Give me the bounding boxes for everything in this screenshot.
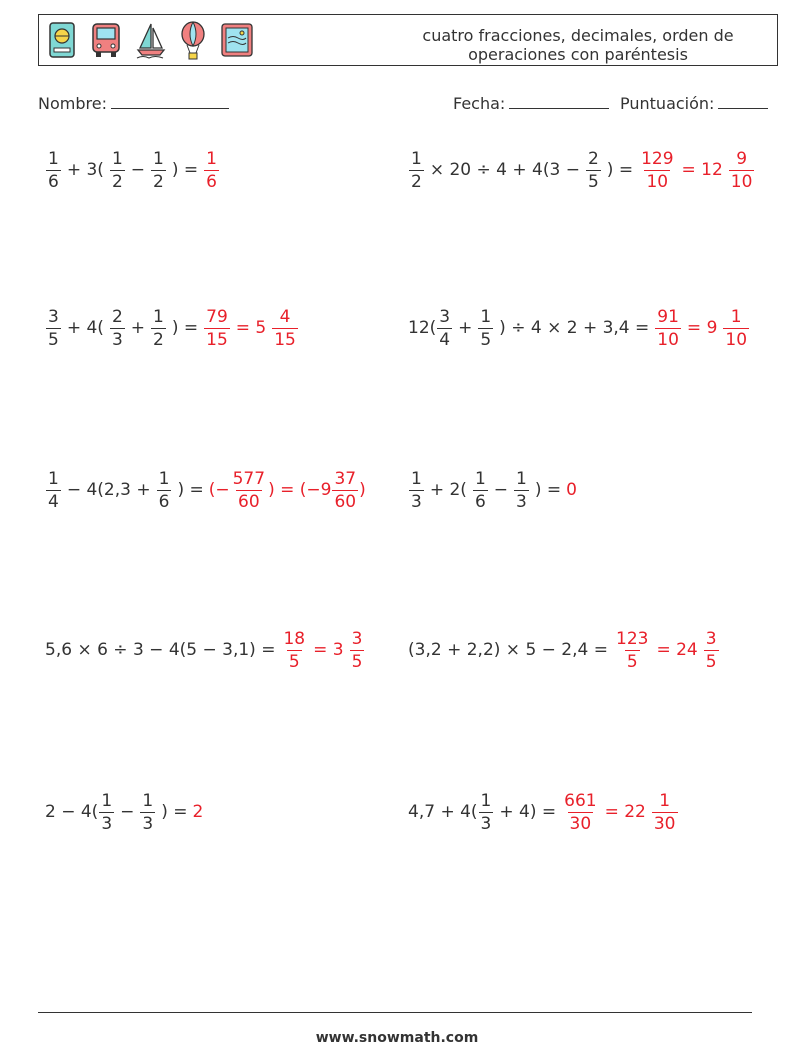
fraction: $\frac{1}{2}$: [411, 148, 422, 192]
fraction: $\frac{1}{5}$: [480, 306, 492, 350]
score-line[interactable]: [718, 94, 768, 109]
date-field[interactable]: [453, 94, 609, 113]
answer: $\frac{123}{5}$ = 24 $\frac{3}{5}$: [616, 628, 717, 672]
fraction: $\frac{3}{5}$: [48, 306, 59, 350]
fraction: $\frac{1}{3}$: [480, 790, 492, 834]
answer: $\frac{79}{15}$ = 5 $\frac{4}{15}$: [206, 306, 296, 350]
name-label: Nombre:: [38, 94, 107, 113]
fraction: $\frac{1}{3}$: [516, 468, 527, 512]
fraction: $\frac{1}{3}$: [101, 790, 113, 834]
bus-icon: [89, 20, 123, 60]
postcard-icon: [219, 20, 255, 60]
title-line-2: operaciones con paréntesis: [468, 45, 688, 64]
fraction: $\frac{2}{3}$: [111, 306, 123, 350]
fraction: $\frac{1}{2}$: [153, 148, 164, 192]
problem-2: $\frac{1}{2}$ × 20 ÷ 4 + 4(3 − $\frac{2}{5}$ ) = $\frac{129}{10}$ = 12 $\frac{9}{10}$: [408, 140, 755, 200]
fraction: $\frac{1}{3}$: [411, 468, 422, 512]
problem-4: 12( $\frac{3}{4}$ + $\frac{1}{5}$ ) ÷ 4 × 2 + 3,4 = $\frac{91}{10}$ = 9 $\frac{1}{10}$: [408, 298, 750, 358]
fraction: $\frac{1}{2}$: [153, 306, 164, 350]
name-line[interactable]: [111, 94, 229, 109]
problem-10: 4,7 + 4( $\frac{1}{3}$ + 4) = $\frac{661}{30}$ = 22 $\frac{1}{30}$: [408, 782, 679, 842]
fraction: $\frac{1}{4}$: [48, 468, 59, 512]
fraction: $\frac{1}{6}$: [158, 468, 170, 512]
fraction: $\frac{1}{3}$: [142, 790, 154, 834]
answer: $\frac{129}{10}$ = 12 $\frac{9}{10}$: [641, 148, 753, 192]
name-field[interactable]: [38, 94, 229, 113]
problem-9: 2 − 4( $\frac{1}{3}$ − $\frac{1}{3}$ ) = 2: [45, 790, 204, 834]
fraction: $\frac{1}{6}$: [474, 468, 486, 512]
header-box: [38, 14, 778, 66]
fraction: $\frac{3}{4}$: [439, 306, 451, 350]
date-line[interactable]: [509, 94, 609, 109]
date-label: Fecha:: [453, 94, 506, 113]
answer: 2: [192, 802, 204, 822]
footer-site[interactable]: www.snowmath.com: [315, 1030, 479, 1046]
answer: $\frac{91}{10}$ = 9 $\frac{1}{10}$: [657, 306, 748, 350]
problem-3: $\frac{3}{5}$ + 4( $\frac{2}{3}$ + $\frac{1}{2}$ ) = $\frac{79}{15}$ = 5 $\frac{4}{15}$: [45, 298, 299, 358]
problem-5: $\frac{1}{4}$ − 4(2,3 + $\frac{1}{6}$ ) = (− $\frac{577}{60}$ ) = (−9 $\frac{37}{60}$ ): [48, 468, 366, 512]
worksheet-title: [413, 26, 743, 64]
answer: (− $\frac{577}{60}$ ) = (−9 $\frac{37}{60}$ ): [208, 468, 366, 512]
answer: $\frac{661}{30}$ = 22 $\frac{1}{30}$: [564, 790, 676, 834]
fraction: $\frac{2}{5}$: [587, 148, 599, 192]
problem-6: $\frac{1}{3}$ + 2( $\frac{1}{6}$ − $\frac{1}{3}$ ) = 0: [411, 468, 577, 512]
title-line-1: cuatro fracciones, decimales, orden de: [422, 26, 734, 45]
passport-icon: [47, 20, 77, 60]
problem-7: 5,6 × 6 ÷ 3 − 4(5 − 3,1) = $\frac{18}{5}$ = 3 $\frac{3}{5}$: [45, 620, 365, 680]
answer: $\frac{18}{5}$ = 3 $\frac{3}{5}$: [283, 628, 363, 672]
answer: $\frac{1}{6}$: [206, 148, 217, 192]
fraction: $\frac{1}{6}$: [48, 148, 59, 192]
footer-divider: [38, 1012, 752, 1013]
score-label: Puntuación:: [620, 94, 715, 113]
answer: 0: [566, 480, 577, 500]
hot-air-balloon-icon: [179, 20, 207, 62]
fraction: $\frac{1}{2}$: [111, 148, 123, 192]
score-field[interactable]: [620, 94, 768, 113]
icon-row: [47, 20, 255, 62]
sailboat-icon: [135, 20, 167, 60]
problem-1: $\frac{1}{6}$ + 3( $\frac{1}{2}$ − $\frac{1}{2}$ ) = $\frac{1}{6}$: [45, 140, 220, 200]
problem-8: (3,2 + 2,2) × 5 − 2,4 = $\frac{123}{5}$ = 24 $\frac{3}{5}$: [408, 620, 720, 680]
